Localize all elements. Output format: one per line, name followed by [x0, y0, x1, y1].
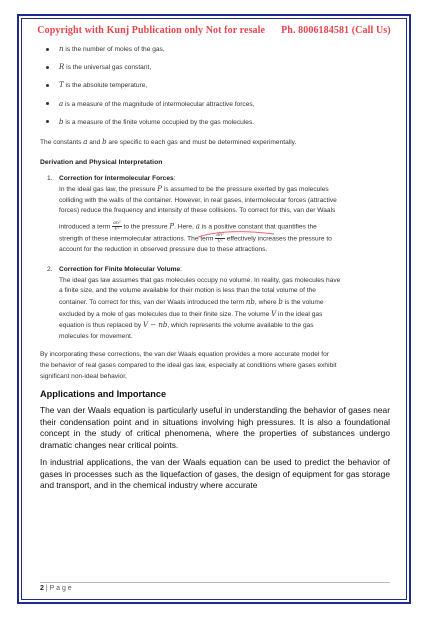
applications-paragraph-2: In industrial applications, the van der Waals equation can be used to predict the behavior of gases in processes such as the liquefaction of gases, the design of equipment for gas storage and transport, and in the chemical industry where accurate [40, 457, 390, 491]
item-title: Correction for Finite Molecular Volume [59, 266, 181, 274]
fraction: $\frac{\text{an²}}{\text{V²}}$ [113, 220, 121, 232]
correction-item-2: 2. Correction for Finite Molecular Volume: The ideal gas law assumes that gas molecules occupy no volume. In reality, gas molecules have a finite size, and the volume available for their motion is less than the total volume of the container. To correct for this, van der Waals introduced the term nb, where b is the volume excluded by a mole of gas molecules due to their finite size. The volume V in the ideal gas equation is thus replaced by V − nb, which represents the volume available to the gas molecules for movement. [47, 266, 341, 340]
applications-heading: Applications and Importance [40, 389, 167, 400]
list-item: n is the number of moles of the gas, [40, 44, 390, 62]
derivation-heading: Derivation and Physical Interpretation [40, 158, 163, 166]
fraction: $\frac{\text{an²}}{\text{V²}}$ [216, 232, 224, 244]
correction-item-1: 1. Correction for Intermolecular Forces: In the ideal gas law, the pressure P is assumed to be the pressure exerted by gas molecules colliding with the walls of the container. However, in real gases, intermolecular forces (attractive forces) reduce the frequency and intensity of these collisions. To correct for this, van der Waals introduced a term $\frac{\text{an²}}{\text{V²}}$ to the pressure P. Here, a is a positive constant that quantifies the strength of these intermolecular attractions. The term $\frac{\text{an²}}{\text{V²}}$ effectively increases the pressure to account for the reduction in observed pressure due to these attractions. [47, 174, 337, 253]
item-title: Correction for Intermolecular Forces [59, 174, 174, 182]
constants-paragraph: The constants a and b are specific to each gas and must be determined experimentally. [40, 137, 297, 146]
summary-paragraph: By incorporating these corrections, the van der Waals equation provides a more accurate model for the behavior of real gases compared to the ideal gas law, especially at conditions where gases exhibit significant non-ideal behavior. [40, 351, 337, 380]
page-label: P a g e [49, 585, 72, 592]
pen-annotation-curve [196, 229, 276, 239]
list-item: a is a measure of the magnitude of intermolecular attractive forces, [40, 99, 390, 117]
page-header [0, 25, 428, 36]
list-item: R is the universal gas constant, [40, 62, 390, 80]
variable-list [40, 44, 390, 135]
copyright-notice: Copyright with Kunj Publication only Not for resale [37, 25, 266, 36]
page-number: 2 [40, 585, 44, 592]
applications-paragraph-1: The van der Waals equation is particularly useful in understanding the behavior of gases near their condensation point and in situations involving high pressures. It is also a foundational concept in the study of critical phenomena, where the properties of substances undergo dramatic changes near critical points. [40, 405, 390, 450]
page-content [40, 44, 390, 492]
list-item: b is a measure of the finite volume occupied by the gas molecules. [40, 117, 390, 135]
list-item: T is the absolute temperature, [40, 80, 390, 98]
item-number: 2. [47, 266, 53, 274]
footer-divider [40, 582, 390, 583]
item-number: 1. [47, 174, 53, 182]
phone-number: Ph. 8006184581 (Call Us) [281, 25, 391, 36]
page-footer: 2 | P a g e [40, 585, 72, 592]
